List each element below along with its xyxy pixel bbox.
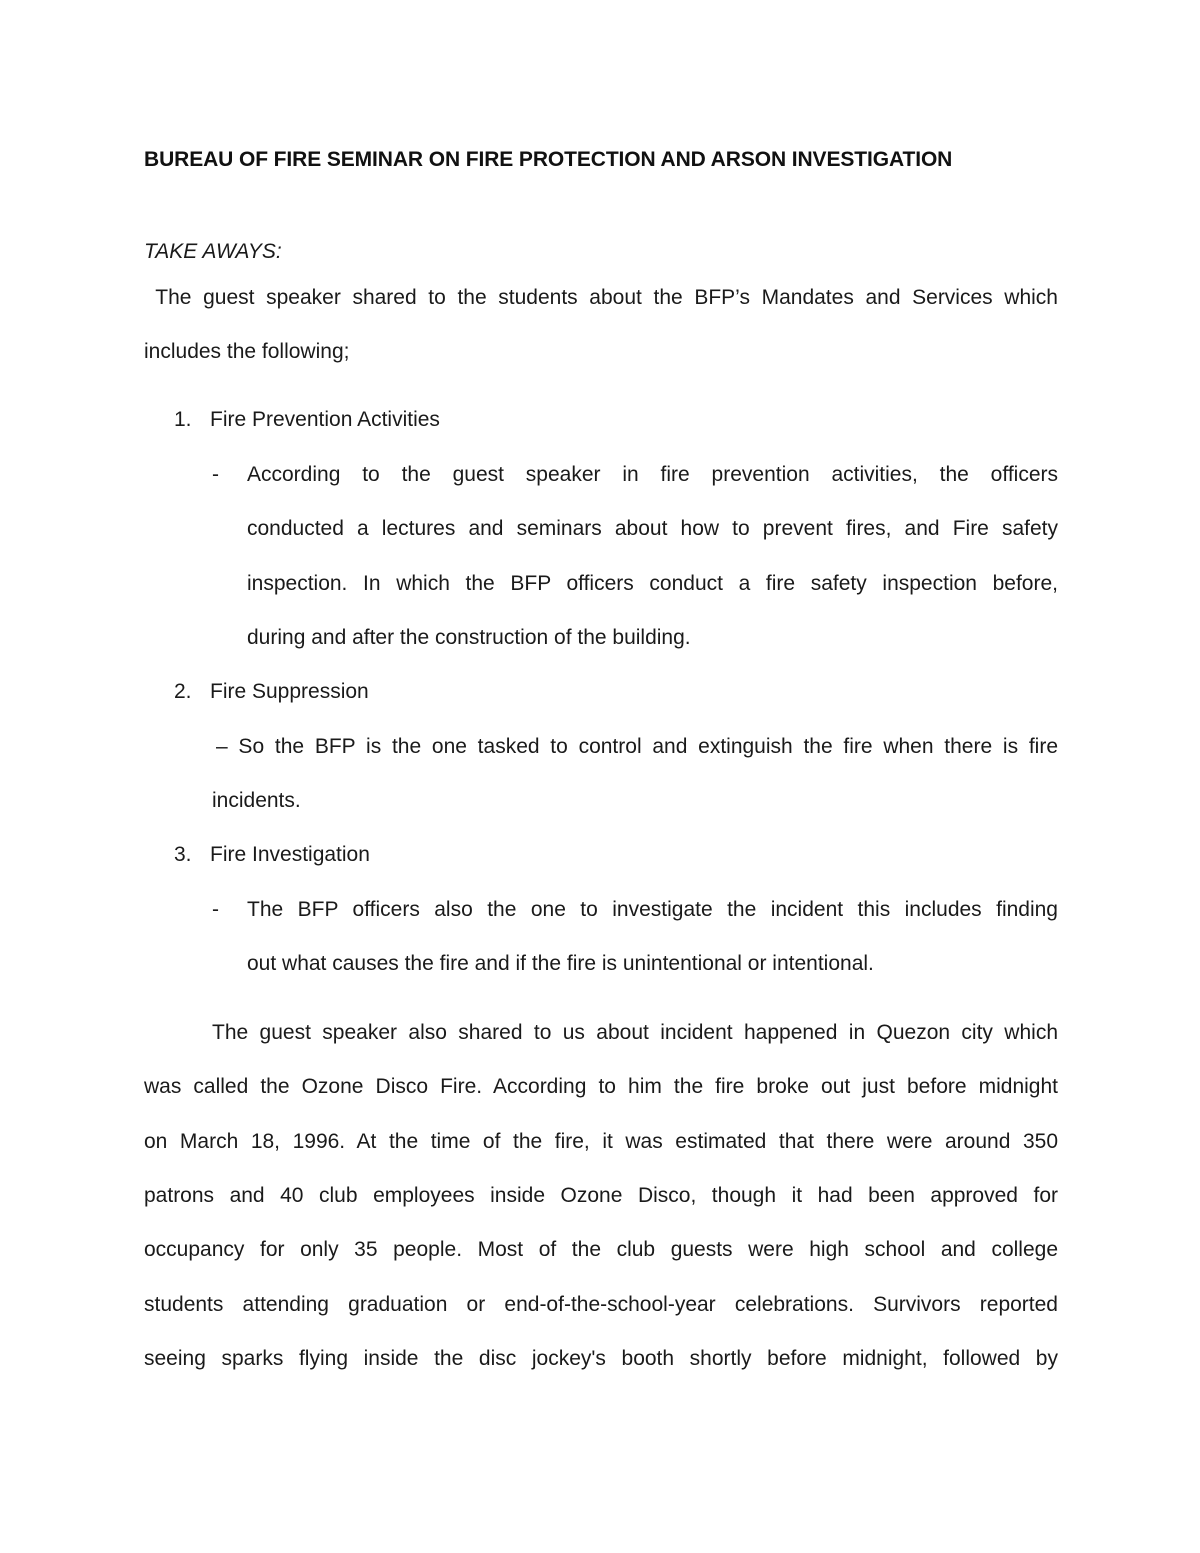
list-1-line-4: during and after the construction of the building. [247,626,691,649]
intro-line-2: includes the following; [144,340,350,363]
paragraph-line-2: was called the Ozone Disco Fire. According to him the fire broke out just before midnight [144,1075,1058,1098]
list-heading-1: Fire Prevention Activities [210,408,440,431]
list-bullet-3: - [212,898,219,921]
list-2-line-1: – So the BFP is the one tasked to control and extinguish the fire when there is fire [216,735,1058,758]
paragraph-line-5: occupancy for only 35 people. Most of the club guests were high school and college [144,1238,1058,1261]
list-number-3: 3. [174,843,192,866]
intro-line-1: The guest speaker shared to the students about the BFP’s Mandates and Services which [144,286,1058,309]
list-1-line-1: According to the guest speaker in fire prevention activities, the officers [247,463,1058,486]
paragraph-line-3: on March 18, 1996. At the time of the fire, it was estimated that there were around 350 [144,1130,1058,1153]
list-number-2: 2. [174,680,192,703]
list-1-line-3: inspection. In which the BFP officers conduct a fire safety inspection before, [247,572,1058,595]
list-2-line-2: incidents. [212,789,301,812]
list-3-line-1: The BFP officers also the one to investigate the incident this includes finding [247,898,1058,921]
list-1-line-2: conducted a lectures and seminars about how to prevent fires, and Fire safety [247,517,1058,540]
paragraph-line-7: seeing sparks flying inside the disc jockey's booth shortly before midnight, followed by [144,1347,1058,1370]
list-bullet-1: - [212,463,219,486]
paragraph-line-4: patrons and 40 club employees inside Ozone Disco, though it had been approved for [144,1184,1058,1207]
list-heading-3: Fire Investigation [210,843,370,866]
list-heading-2: Fire Suppression [210,680,369,703]
list-3-line-2: out what causes the fire and if the fire is unintentional or intentional. [247,952,874,975]
document-title: BUREAU OF FIRE SEMINAR ON FIRE PROTECTION AND ARSON INVESTIGATION [144,148,953,171]
list-number-1: 1. [174,408,192,431]
takeaways-heading: TAKE AWAYS: [144,240,282,263]
paragraph-line-6: students attending graduation or end-of-the-school-year celebrations. Survivors reported [144,1293,1058,1316]
paragraph-line-1: The guest speaker also shared to us about incident happened in Quezon city which [212,1021,1058,1044]
